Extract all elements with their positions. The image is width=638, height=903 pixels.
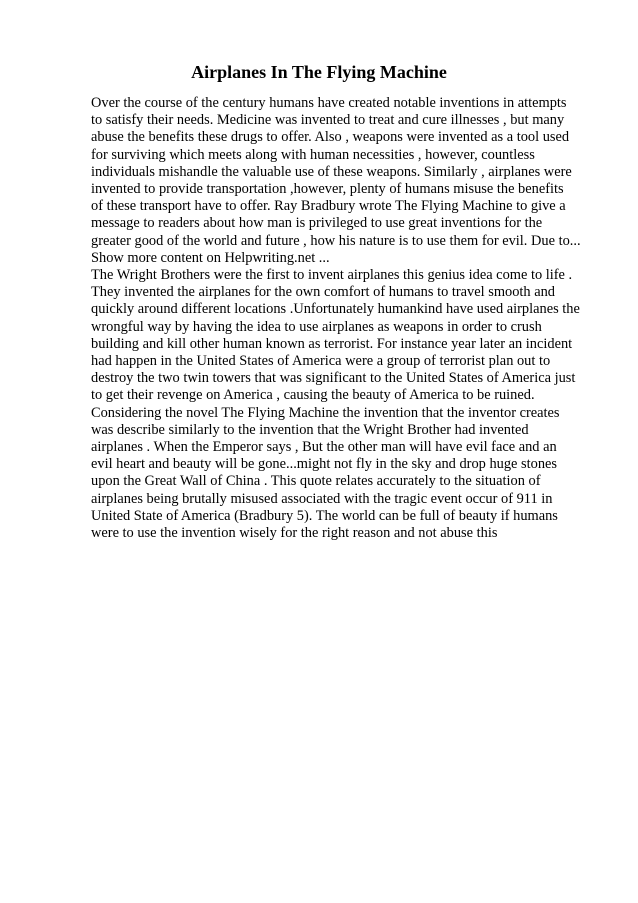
text-line: They invented the airplanes for the own comfort of humans to travel smooth and: [91, 284, 555, 301]
text-line: abuse the benefits these drugs to offer. Also , weapons were invented as a tool used: [91, 129, 570, 146]
text-line: individuals mishandle the valuable use of these weapons. Similarly , airplanes were: [91, 163, 572, 180]
text-line: upon the Great Wall of China . This quote relates accurately to the situation of: [91, 473, 541, 490]
document-body: [91, 95, 611, 542]
text-line: was describe similarly to the invention that the Wright Brother had invented: [91, 421, 529, 438]
text-line: for surviving which meets along with human necessities , however, countless: [91, 146, 535, 163]
text-line: evil heart and beauty will be gone...might not fly in the sky and drop huge stones: [91, 456, 558, 473]
text-line: airplanes . When the Emperor says , But the other man will have evil face and an: [91, 439, 557, 456]
text-line: of these transport have to offer. Ray Bradbury wrote The Flying Machine to give a: [91, 198, 566, 215]
text-line: Considering the novel The Flying Machine the invention that the inventor creates: [91, 404, 560, 421]
show-more-link[interactable]: Show more content on Helpwriting.net ...: [91, 249, 330, 266]
text-line: The Wright Brothers were the first to invent airplanes this genius idea come to life .: [91, 267, 573, 284]
text-line: quickly around different locations .Unfortunately humankind have used airplanes the: [91, 301, 580, 318]
text-line: wrongful way by having the idea to use airplanes as weapons in order to crush: [91, 318, 542, 335]
text-line: greater good of the world and future , how his nature is to use them for evil. Due to...: [91, 232, 581, 249]
text-line: to satisfy their needs. Medicine was invented to treat and cure illnesses , but many: [91, 112, 565, 129]
text-line: airplanes being brutally misused associated with the tragic event occur of 911 in: [91, 490, 553, 507]
text-line: building and kill other human known as terrorist. For instance year later an incident: [91, 335, 573, 352]
text-line: Over the course of the century humans have created notable inventions in attempts: [91, 95, 567, 111]
document-title: Airplanes In The Flying Machine: [191, 62, 447, 82]
text-line: invented to provide transportation ,however, plenty of humans misuse the benefits: [91, 181, 564, 198]
text-line: were to use the invention wisely for the right reason and not abuse this: [91, 525, 498, 542]
text-line: to get their revenge on America , causing the beauty of America to be ruined.: [91, 387, 535, 404]
text-line: United State of America (Bradbury 5). The world can be full of beauty if humans: [91, 507, 558, 524]
text-line: message to readers about how man is privileged to use great inventions for the: [91, 215, 543, 232]
text-line: had happen in the United States of America were a group of terrorist plan out to: [91, 353, 551, 370]
text-line: destroy the two twin towers that was significant to the United States of America just: [91, 370, 576, 387]
